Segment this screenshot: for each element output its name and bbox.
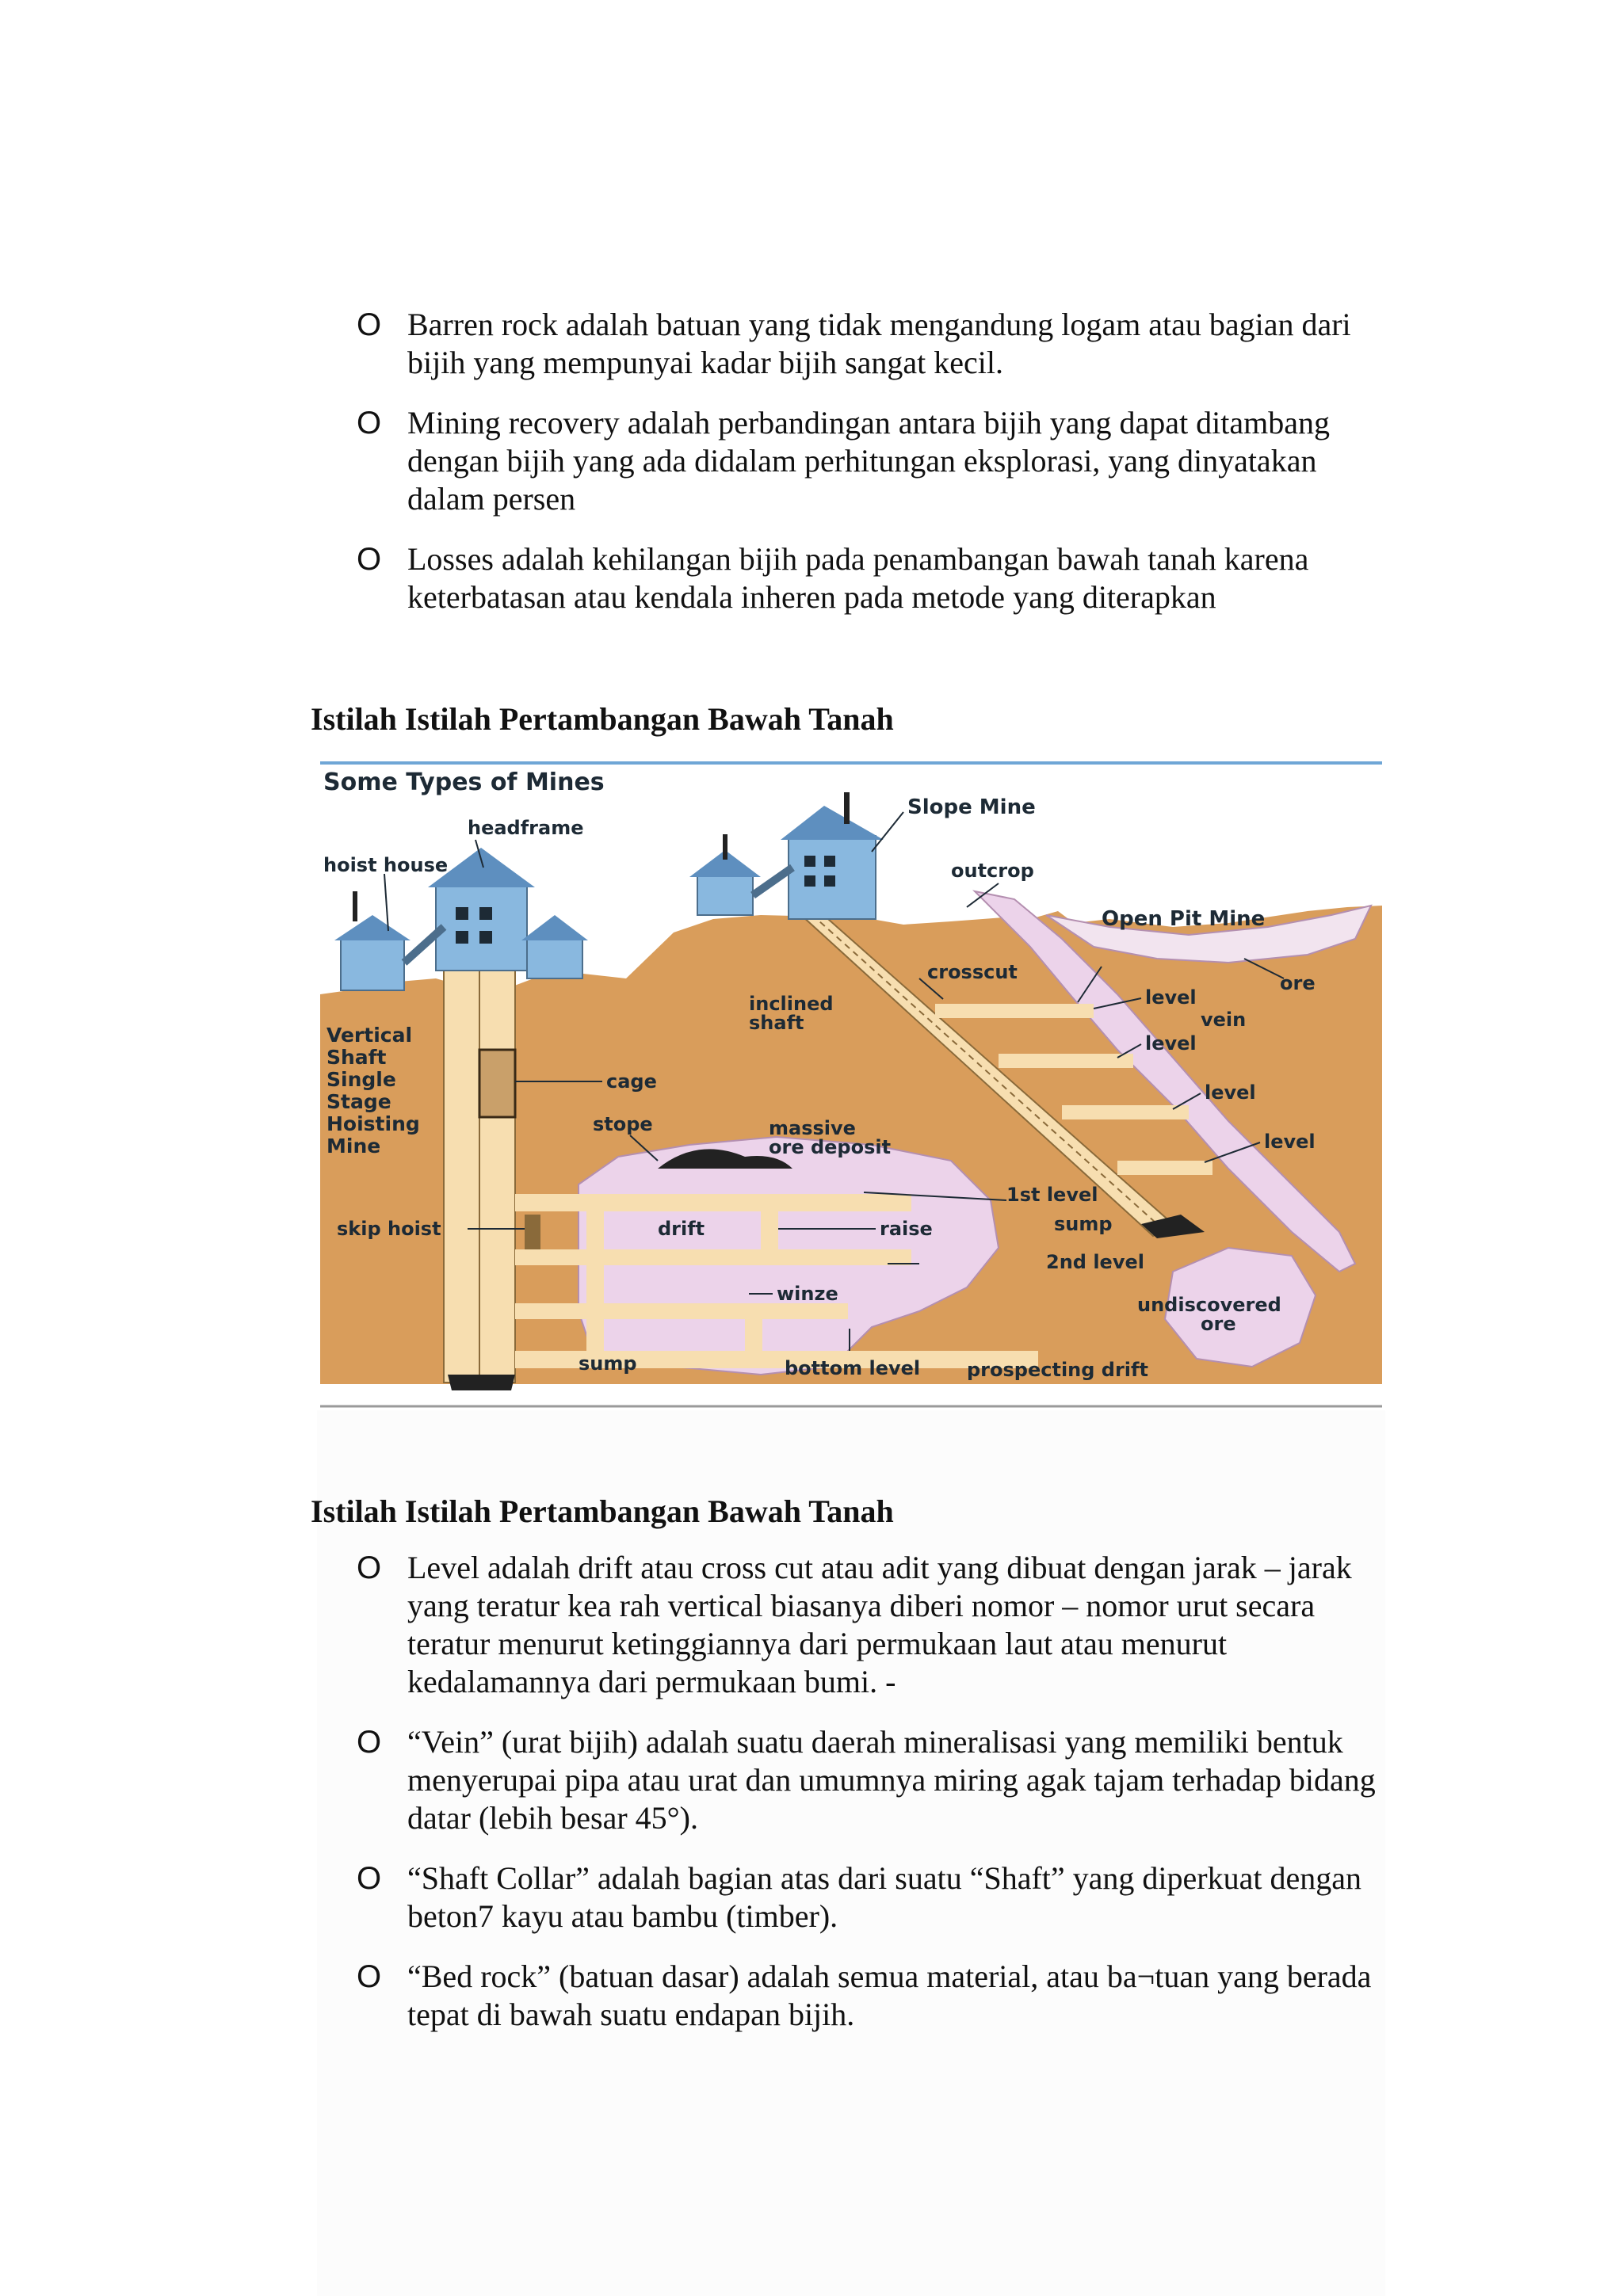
label-vertical: Shaft: [327, 1046, 387, 1069]
bullet-text: “Bed rock” (batuan dasar) adalah semua material, atau ba¬tuan yang berada tepat di bawah suatu endapan bijih.: [407, 1958, 1372, 2032]
list-item: [357, 1549, 1395, 1701]
label-crosscut: crosscut: [927, 961, 1018, 983]
mine-types-figure: [317, 757, 1385, 1410]
label-undiscovered-ore: ore: [1201, 1313, 1236, 1335]
bullet-marker: O: [357, 1725, 382, 1760]
label-vertical: Mine: [327, 1135, 381, 1158]
label-raise: raise: [880, 1218, 933, 1240]
bullet-text: Barren rock adalah batuan yang tidak mengandung logam atau bagian dari bijih yang mempunyai kadar bijih sangat kecil.: [407, 307, 1351, 380]
bullet-marker: O: [357, 406, 382, 441]
section-heading: Istilah Istilah Pertambangan Bawah Tanah: [311, 1493, 894, 1529]
bullet-list-bottom: [357, 1549, 1395, 2056]
label-massive: massive: [769, 1117, 856, 1139]
bullet-marker: O: [357, 307, 382, 342]
incline-level-1: [935, 1004, 1094, 1018]
winze: [745, 1303, 762, 1368]
label-first-level: 1st level: [1006, 1184, 1098, 1206]
incline-level-2: [999, 1054, 1133, 1068]
figure-title: Some Types of Mines: [323, 769, 605, 796]
mine-diagram: [317, 757, 1385, 1410]
label-ore: ore: [1280, 972, 1316, 994]
incline-level-3: [1062, 1105, 1189, 1119]
label-hoist-house: hoist house: [323, 854, 449, 876]
hoist-house: [341, 939, 404, 990]
skip-hoist: [525, 1215, 540, 1250]
label-vertical: Single: [327, 1068, 396, 1091]
label-outcrop: outcrop: [951, 860, 1034, 882]
bullet-text: Losses adalah kehilangan bijih pada penambangan bawah tanah karena keterbatasan atau kendala inheren pada metode yang diterapkan: [407, 541, 1309, 615]
label-skip-hoist: skip hoist: [337, 1218, 441, 1240]
list-item: [357, 1723, 1395, 1837]
drift-vertical: [586, 1194, 604, 1368]
label-inclined: inclined: [749, 993, 834, 1015]
list-item: [357, 306, 1395, 382]
label-level: level: [1145, 1032, 1197, 1055]
label-headframe: headframe: [468, 817, 584, 839]
bullet-list-top: [357, 306, 1395, 639]
cage: [479, 1050, 515, 1117]
label-winze: winze: [777, 1283, 838, 1305]
first-level: [515, 1194, 911, 1211]
bullet-marker: O: [357, 542, 382, 577]
headframe-building: [436, 883, 527, 971]
label-bottom-level: bottom level: [785, 1357, 921, 1379]
label-sump: sump: [1054, 1213, 1113, 1235]
label-vertical: Hoisting: [327, 1112, 420, 1135]
label-cage: cage: [606, 1070, 657, 1093]
label-second-level: 2nd level: [1046, 1251, 1144, 1273]
label-level: level: [1145, 986, 1197, 1009]
label-vertical: Vertical: [327, 1024, 413, 1047]
list-item: [357, 540, 1395, 616]
label-level: level: [1264, 1131, 1316, 1153]
bullet-text: “Shaft Collar” adalah bagian atas dari suatu “Shaft” yang diperkuat dengan beton7 kayu atau bambu (timber).: [407, 1860, 1361, 1934]
label-shaft: shaft: [749, 1012, 804, 1034]
bullet-marker: O: [357, 1550, 382, 1585]
label-slope-mine: Slope Mine: [907, 795, 1036, 819]
list-item: [357, 1859, 1395, 1936]
bullet-marker: O: [357, 1861, 382, 1896]
label-prospecting-drift: prospecting drift: [967, 1359, 1148, 1381]
incline-level-4: [1117, 1161, 1212, 1175]
third-level: [515, 1303, 848, 1319]
label-drift: drift: [658, 1218, 705, 1240]
shaft-sump: [448, 1375, 515, 1390]
label-vertical: Stage: [327, 1090, 391, 1113]
bullet-text: Level adalah drift atau cross cut atau adit yang dibuat dengan jarak – jarak yang teratur kea rah vertical biasanya diberi nomor – nomor urut secara teratur menurut ketinggiannya dari permukaan laut atau menurut kedalamannya dari permukaan bumi. -: [407, 1550, 1352, 1699]
label-sump: sump: [579, 1352, 637, 1375]
list-item: [357, 404, 1395, 518]
raise: [761, 1194, 778, 1265]
label-open-pit-mine: Open Pit Mine: [1102, 907, 1266, 931]
label-undiscovered: undiscovered: [1137, 1294, 1281, 1316]
label-ore-deposit: ore deposit: [769, 1136, 892, 1158]
section-heading: Istilah Istilah Pertambangan Bawah Tanah: [311, 701, 894, 737]
label-level: level: [1205, 1081, 1256, 1104]
second-level: [515, 1249, 911, 1265]
list-item: [357, 1958, 1395, 2034]
label-vein: vein: [1201, 1009, 1247, 1031]
bullet-text: “Vein” (urat bijih) adalah suatu daerah mineralisasi yang memiliki bentuk menyerupai pipa atau urat dan umumnya miring agak tajam terhadap bidang datar (lebih besar 45°).: [407, 1724, 1376, 1836]
label-stope: stope: [593, 1113, 653, 1135]
bullet-text: Mining recovery adalah perbandingan antara bijih yang dapat ditambang dengan bijih yang ada didalam perhitungan eksplorasi, yang dinyatakan dalam persen: [407, 405, 1331, 517]
bullet-marker: O: [357, 1959, 382, 1994]
